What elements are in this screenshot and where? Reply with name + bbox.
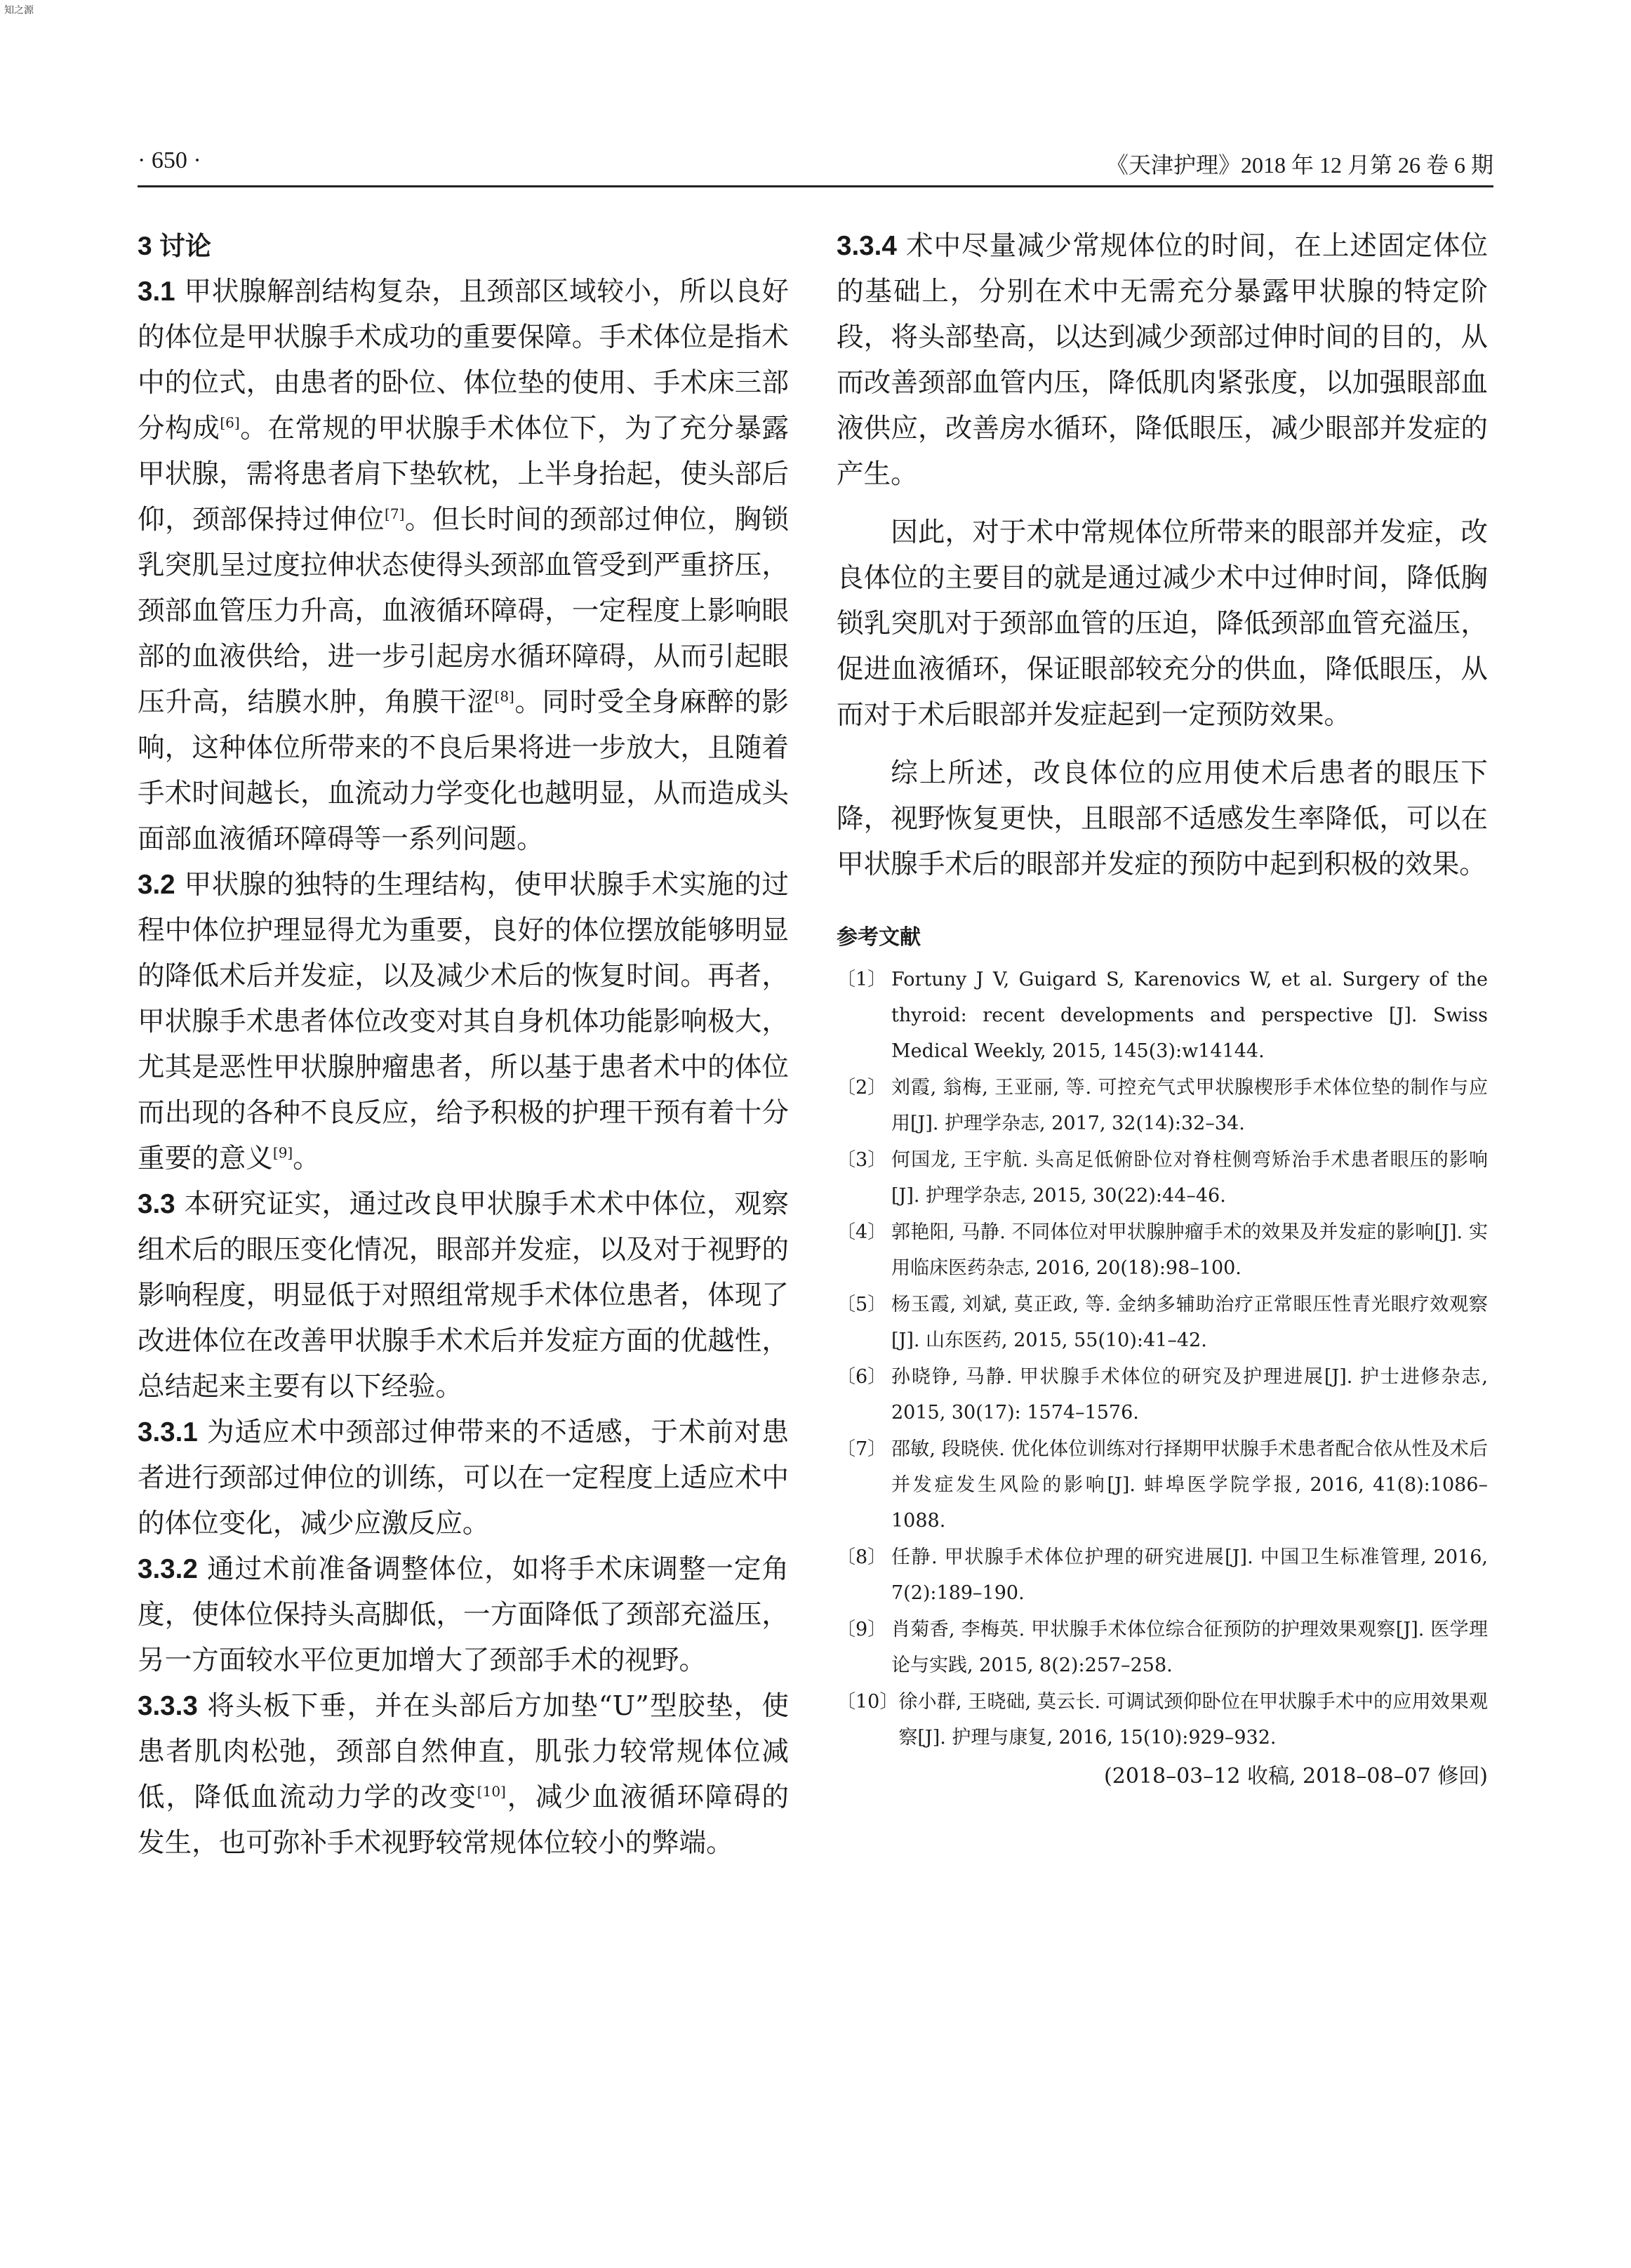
references-title: 参考文献 <box>837 926 921 949</box>
paragraph-3-3-1 <box>138 1410 789 1546</box>
reference-item <box>837 1431 1488 1539</box>
paragraph-3-3-2 <box>138 1546 789 1683</box>
citation-mark: [6] <box>220 414 240 432</box>
citation-mark: [8] <box>494 688 514 705</box>
reference-text: 任静. 甲状腺手术体位护理的研究进展[J]. 中国卫生标准管理, 2016, 7(2):189–190. <box>891 1546 1488 1604</box>
paragraph-3-1 <box>138 269 789 862</box>
paragraph-text: 甲状腺解剖结构复杂，且颈部区域较小，所以良好的体位是甲状腺手术成功的重要保障。手术体位是指术中的位式，由患者的卧位、体位垫的使用、手术床三部分构成 <box>138 276 789 444</box>
paragraph-conclusion-1: 因此，对于术中常规体位所带来的眼部并发症，改良体位的主要目的就是通过减少术中过伸时间，降低胸锁乳突肌对于颈部血管的压迫，降低颈部血管充溢压，促进血液循环，保证眼部较充分的供血，降低眼压，从而对于术后眼部并发症起到一定预防效果。 <box>837 517 1488 731</box>
citation-mark: [7] <box>385 505 405 523</box>
reference-item <box>837 1684 1488 1756</box>
reference-number: 〔2〕 <box>837 1077 887 1099</box>
reference-number: 〔9〕 <box>837 1619 887 1640</box>
reference-number: 〔7〕 <box>837 1438 887 1460</box>
right-column <box>837 223 1488 1796</box>
paragraph-text: 甲状腺的独特的生理结构，使甲状腺手术实施的过程中体位护理显得尤为重要，良好的体位摆放能够明显的降低术后并发症，以及减少术后的恢复时间。再者，甲状腺手术患者体位改变对其自身机体功能影响极大，尤其是恶性甲状腺肿瘤患者，所以基于患者术中的体位而出现的各种不良反应，给予积极的护理干预有着十分重要的意义 <box>138 869 789 1174</box>
reference-text: 邵敏, 段晓侠. 优化体位训练对行择期甲状腺手术患者配合依从性及术后并发症发生风险的影响[J]. 蚌埠医学院学报, 2016, 41(8):1086–1088. <box>891 1438 1488 1532</box>
journal-citation: 《天津护理》2018 年 12 月第 26 卷 6 期 <box>1105 152 1493 178</box>
section-number: 3.1 <box>138 277 175 307</box>
paragraph-text: 将头板下垂，并在头部后方加垫“U”型胶垫，使患者肌肉松弛，颈部自然伸直，肌张力较常规体位减低，降低血流动力学的改变 <box>138 1690 789 1813</box>
paragraph-3-2 <box>138 862 789 1181</box>
reference-text: 肖菊香, 李梅英. 甲状腺手术体位综合征预防的护理效果观察[J]. 医学理论与实践, 2015, 8(2):257–258. <box>891 1619 1488 1676</box>
reference-text: 何国龙, 王宇航. 头高足低俯卧位对脊柱侧弯矫治手术患者眼压的影响[J]. 护理学杂志, 2015, 30(22):44–46. <box>891 1149 1488 1207</box>
citation-mark: [10] <box>477 1783 506 1801</box>
reference-number: 〔3〕 <box>837 1149 887 1171</box>
paragraph-3-3-4 <box>837 223 1488 497</box>
reference-item <box>837 1612 1488 1683</box>
reference-text: 刘霞, 翁梅, 王亚丽, 等. 可控充气式甲状腺楔形手术体位垫的制作与应用[J]. 护理学杂志, 2017, 32(14):32–34. <box>891 1077 1488 1134</box>
section-number: 3.3.2 <box>138 1554 198 1584</box>
reference-item <box>837 1142 1488 1214</box>
paragraph-text: 。同时受全身麻醉的影响，这种体位所带来的不良后果将进一步放大，且随着手术时间越长，血流动力学变化也越明显，从而造成头面部血液循环障碍等一系列问题。 <box>138 687 790 855</box>
reference-item <box>837 1539 1488 1611</box>
reference-text: 孙晓铮, 马静. 甲状腺手术体位的研究及护理进展[J]. 护士进修杂志, 2015, 30(17): 1574–1576. <box>891 1366 1488 1424</box>
citation-mark: [9] <box>272 1144 293 1162</box>
paragraph-3-3 <box>138 1181 789 1410</box>
reference-item <box>837 962 1488 1069</box>
reference-list <box>837 962 1488 1756</box>
reference-text: 杨玉霞, 刘斌, 莫正政, 等. 金纳多辅助治疗正常眼压性青光眼疗效观察[J]. 山东医药, 2015, 55(10):41–42. <box>891 1294 1488 1351</box>
reference-number: 〔4〕 <box>837 1221 887 1243</box>
reference-text: 郭艳阳, 马静. 不同体位对甲状腺肿瘤手术的效果及并发症的影响[J]. 实用临床医药杂志, 2016, 20(18):98–100. <box>891 1221 1488 1279</box>
watermark-text: 知之源 <box>4 5 34 16</box>
page-number: · 650 · <box>138 147 201 173</box>
page-header <box>138 147 1493 187</box>
section-number: 3.3.1 <box>138 1417 198 1447</box>
section-number: 3.3.3 <box>138 1691 198 1721</box>
paragraph-3-3-3 <box>138 1683 789 1866</box>
paragraph-text: 。在常规的甲状腺手术体位下，为了充分暴露甲状腺，需将患者肩下垫软枕，上半身抬起，使头部后仰，颈部保持过伸位 <box>138 413 790 536</box>
reference-text: Fortuny J V, Guigard S, Karenovics W, et al. Surgery of the thyroid: recent developments and perspective [J]. Swiss Medical Weekly, 2015, 145(3):w14144. <box>891 969 1488 1062</box>
section-number: 3.3.4 <box>837 231 897 261</box>
section-number: 3.3 <box>138 1189 175 1219</box>
left-column <box>138 223 789 1866</box>
reference-item <box>837 1214 1488 1286</box>
paragraph-text: ，减少血液循环障碍的发生，也可弥补手术视野较常规体位较小的弊端。 <box>138 1782 790 1859</box>
paragraph-text: 本研究证实，通过改良甲状腺手术术中体位，观察组术后的眼压变化情况，眼部并发症，以及对于视野的影响程度，明显低于对照组常规手术体位患者，体现了改进体位在改善甲状腺手术术后并发症方面的优越性，总结起来主要有以下经验。 <box>138 1188 789 1402</box>
paragraph-text: 。 <box>293 1143 320 1174</box>
paragraph-text: 为适应术中颈部过伸带来的不适感，于术前对患者进行颈部过伸位的训练，可以在一定程度上适应术中的体位变化，减少应激反应。 <box>138 1417 789 1539</box>
reference-number: 〔8〕 <box>837 1546 887 1568</box>
section-number: 3.2 <box>138 870 175 900</box>
reference-text: 徐小群, 王晓础, 莫云长. 可调试颈仰卧位在甲状腺手术中的应用效果观察[J]. 护理与康复, 2016, 15(10):929–932. <box>898 1691 1488 1749</box>
reference-number: 〔10〕 <box>837 1691 899 1713</box>
paragraph-conclusion-2: 综上所述，改良体位的应用使术后患者的眼压下降，视野恢复更快，且眼部不适感发生率降低，可以在甲状腺手术后的眼部并发症的预防中起到积极的效果。 <box>837 757 1488 880</box>
paragraph-text: 。但长时间的颈部过伸位，胸锁乳突肌呈过度拉伸状态使得头颈部血管受到严重挤压，颈部血管压力升高，血液循环障碍，一定程度上影响眼部的血液供给，进一步引起房水循环障碍，从而引起眼压升高，结膜水肿，角膜干涩 <box>138 504 790 718</box>
reference-number: 〔1〕 <box>837 969 887 990</box>
received-revised-dates: (2018–03–12 收稿, 2018–08–07 修回) <box>1104 1764 1488 1789</box>
reference-item <box>837 1070 1488 1141</box>
reference-number: 〔5〕 <box>837 1294 887 1315</box>
reference-number: 〔6〕 <box>837 1366 887 1388</box>
paragraph-text: 通过术前准备调整体位，如将手术床调整一定角度，使体位保持头高脚低，一方面降低了颈部充溢压，另一方面较水平位更加增大了颈部手术的视野。 <box>138 1553 789 1676</box>
reference-item <box>837 1359 1488 1431</box>
paragraph-text: 术中尽量减少常规体位的时间，在上述固定体位的基础上，分别在术中无需充分暴露甲状腺的特定阶段，将头部垫高，以达到减少颈部过伸时间的目的，从而改善颈部血管内压，降低肌肉紧张度，以加强眼部血液供应，改善房水循环，降低眼压，减少眼部并发症的产生。 <box>837 230 1488 490</box>
section-title: 3 讨论 <box>138 232 211 260</box>
reference-item <box>837 1287 1488 1358</box>
